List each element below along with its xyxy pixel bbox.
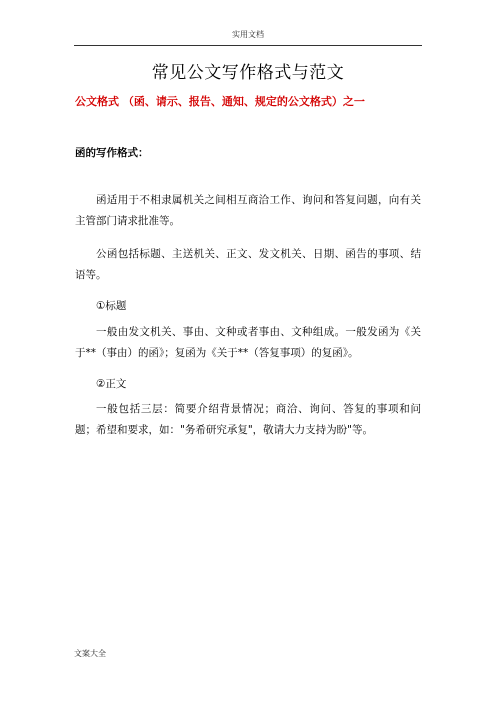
header-divider (74, 45, 422, 46)
section-heading: 函的写作格式： (75, 147, 149, 159)
paragraph-body-rules: 一般包括三层：简要介绍背景情况；商洽、询问、答复的事项和问题；希望和要求，如："务希研究承复"，敬请大力支持为盼"等。 (75, 403, 421, 436)
item-title-heading: ①标题 (96, 300, 127, 312)
document-title: 常见公文写作格式与范文 (151, 63, 345, 83)
page-footer: 文案大全 (74, 649, 106, 658)
document-subtitle: 公文格式 （函、请示、报告、通知、规定的公文格式）之一 (75, 95, 365, 108)
paragraph-components: 公函包括标题、主送机关、正文、发文机关、日期、函告的事项、结语等。 (75, 248, 421, 281)
paragraph-title-rules: 一般由发文机关、事由、文种或者事由、文种组成。一般发函为《关于**（事由）的函》；复函为《关于**（答复事项）的复函》。 (75, 326, 421, 359)
paragraph-definition: 函适用于不相隶属机关之间相互商洽工作、询问和答复问题，向有关主管部门请求批准等。 (75, 194, 421, 227)
item-body-heading: ②正文 (96, 378, 127, 390)
header-label: 实用文档 (232, 30, 264, 39)
